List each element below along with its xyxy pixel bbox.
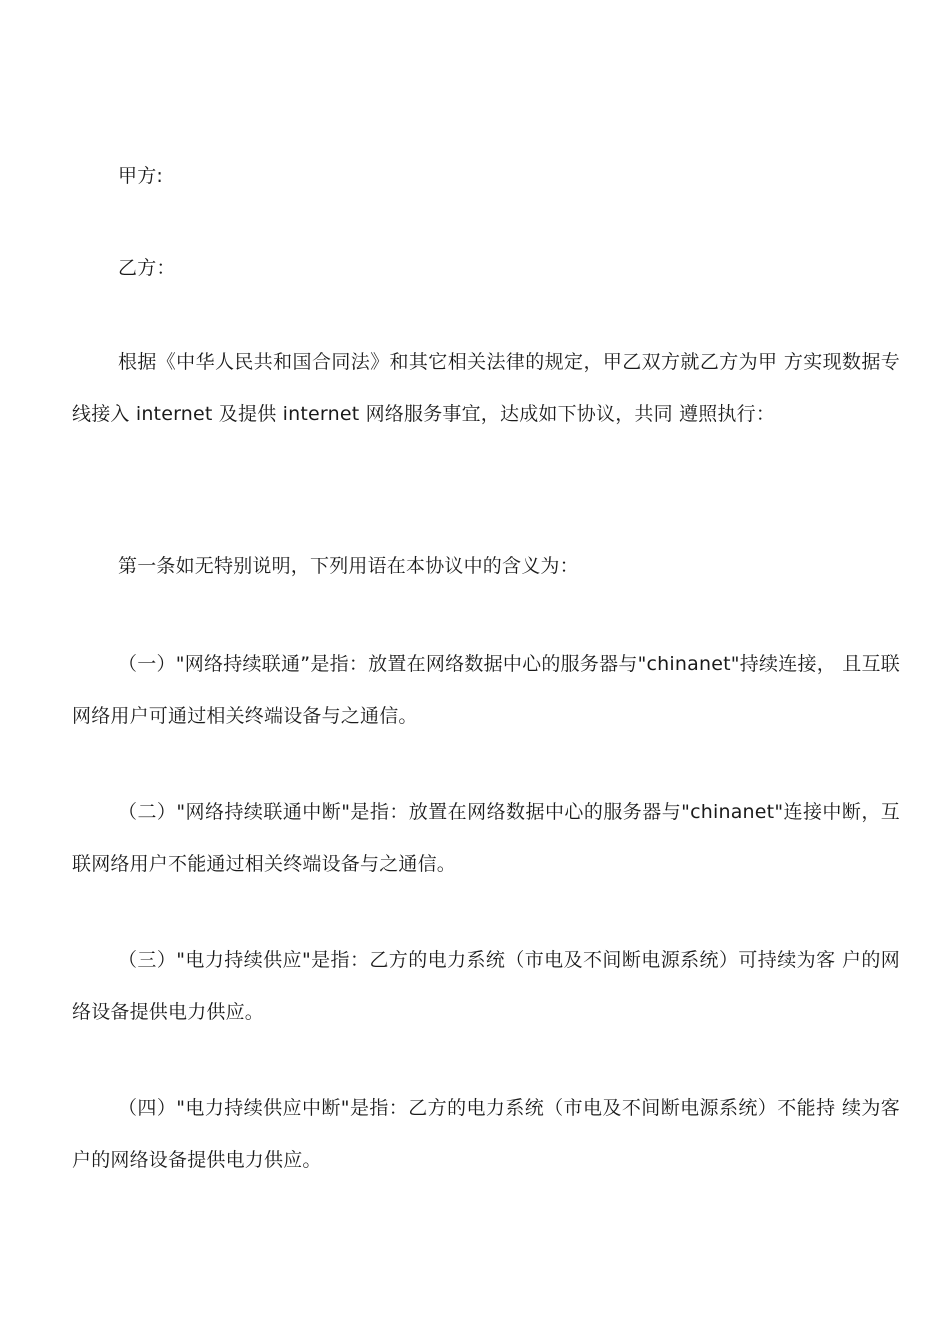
party-b-line: 乙方： [118, 257, 176, 279]
intro-paragraph: 根据《中华人民共和国合同法》和其它相关法律的规定，甲乙双方就乙方为甲 方实现数据专线接入 internet 及提供 internet 网络服务事宜，达成如下协议，共同 遵照执行： [72, 351, 900, 425]
article-1-heading: 第一条如无特别说明，下列用语在本协议中的含义为： [118, 555, 579, 577]
definition-4: （四）"电力持续供应中断"是指：乙方的电力系统（市电及不间断电源系统）不能持 续为客户的网络设备提供电力供应。 [72, 1097, 900, 1171]
party-a-line: 甲方: [118, 165, 164, 187]
definition-3: （三）"电力持续供应"是指：乙方的电力系统（市电及不间断电源系统）可持续为客 户的网络设备提供电力供应。 [72, 949, 900, 1023]
definition-2: （二）"网络持续联通中断"是指：放置在网络数据中心的服务器与"chinanet"连接中断，互联网络用户不能通过相关终端设备与之通信。 [72, 801, 900, 875]
definition-1: （一）"网络持续联通”是指：放置在网络数据中心的服务器与"chinanet"持续连接， 且互联网络用户可通过相关终端设备与之通信。 [72, 653, 900, 727]
